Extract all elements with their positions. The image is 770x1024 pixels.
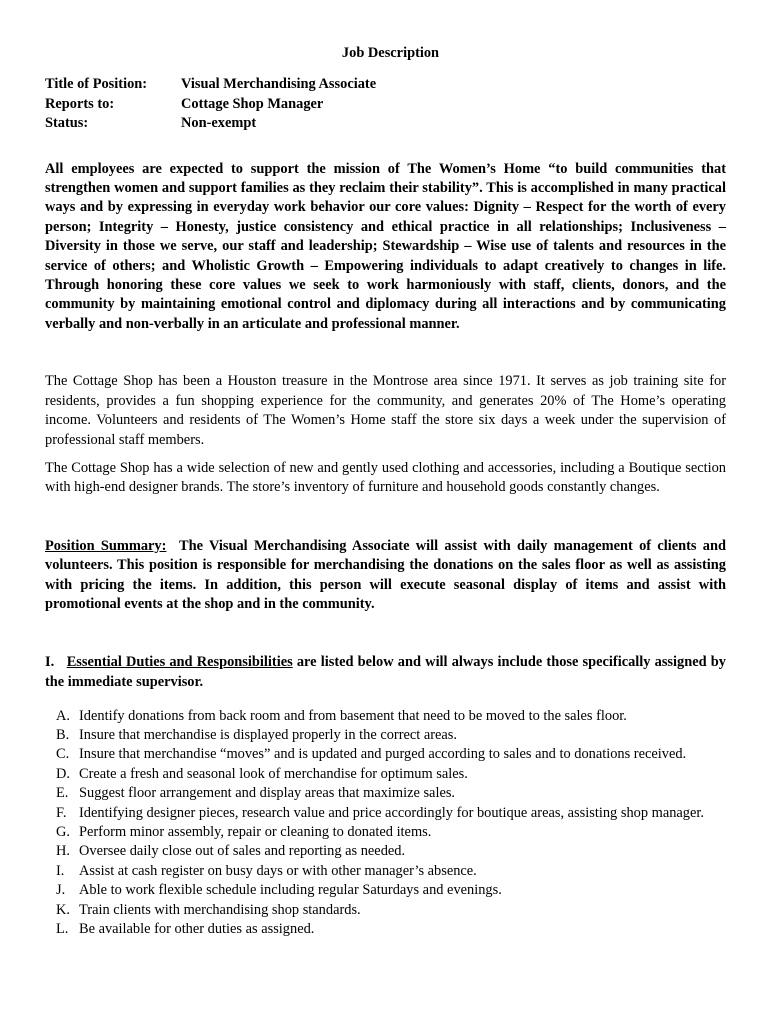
position-summary-label: Position Summary:: [45, 537, 167, 554]
list-item-letter: F.: [56, 804, 67, 821]
list-item-text: Assist at cash register on busy days or with other manager’s absence.: [79, 862, 477, 879]
list-item: [45, 881, 726, 900]
meta-row-title: [45, 75, 726, 94]
document-title: Job Description: [341, 45, 440, 61]
list-item-text: Create a fresh and seasonal look of merchandise for optimum sales.: [79, 765, 468, 782]
list-item: [45, 901, 726, 920]
meta-value: Cottage Shop Manager: [181, 95, 324, 112]
list-item: [45, 842, 726, 861]
list-item-letter: A.: [56, 707, 70, 724]
list-item: [45, 784, 726, 803]
list-item-letter: B.: [56, 726, 70, 743]
meta-value: Non-exempt: [181, 115, 257, 132]
list-item-letter: J.: [56, 882, 66, 899]
cottage-shop-paragraph-2: The Cottage Shop has a wide selection of new and gently used clothing and accessories, including a Boutique section with high-end designer brands. The store’s inventory of furniture and household goods constantly changes.: [45, 459, 726, 496]
list-item-letter: E.: [56, 785, 69, 802]
list-item-letter: G.: [56, 823, 70, 840]
mission-statement: All employees are expected to support the mission of The Women’s Home “to build communities that strengthen women and support families as they reclaim their stability”. This is accomplished in many practical ways and by expressing in everyday work behavior our core values: Dignity – Respect for the worth of every person; Integrity – Honesty, justice consistency and ethical practice in all relationships; Inclusiveness – Diversity in those we serve, our staff and leadership; Stewardship – Wise use of talents and resources in the service of others; and Wholistic Growth – Empowering individuals to adapt creatively to changes in life. Through honoring these core values we seek to work harmoniously with staff, clients, donors, and the community by maintaining emotional control and diplomacy during all interactions and by communicating verbally and non-verbally in an articulate and professional manner.: [45, 160, 726, 332]
list-item-letter: L.: [56, 921, 69, 938]
list-item-text: Insure that merchandise is displayed properly in the correct areas.: [79, 726, 458, 743]
position-summary-text: The Visual Merchandising Associate will assist with daily management of clients and volunteers. This position is responsible for merchandising the donations on the sales floor as well as assisting with pricing the items. In addition, this person will execute seasonal display of items and assist with promotional events at the shop and in the community.: [45, 537, 726, 612]
duties-list: [45, 707, 726, 940]
list-item: [45, 862, 726, 881]
list-item: [45, 823, 726, 842]
list-item-letter: D.: [56, 765, 70, 782]
list-item: [45, 765, 726, 784]
list-item-text: Identifying designer pieces, research value and price accordingly for boutique areas, assisting shop manager.: [79, 804, 704, 821]
meta-row-reports-to: [45, 95, 726, 114]
list-item-text: Be available for other duties as assigned.: [79, 921, 315, 938]
list-item: [45, 707, 726, 726]
meta-label: Title of Position:: [45, 76, 148, 93]
position-meta: [45, 75, 726, 133]
list-item-text: Able to work flexible schedule including regular Saturdays and evenings.: [79, 882, 502, 899]
list-item-text: Identify donations from back room and from basement that need to be moved to the sales floor.: [79, 707, 627, 724]
meta-label: Reports to:: [45, 95, 115, 112]
meta-row-status: [45, 114, 726, 133]
duties-numeral: I.: [45, 654, 55, 671]
list-item-text: Perform minor assembly, repair or cleaning to donated items.: [79, 823, 432, 840]
duties-heading: [45, 653, 726, 692]
list-item: [45, 804, 726, 823]
list-item: [45, 745, 726, 764]
list-item-text: Insure that merchandise “moves” and is updated and purged according to sales and to donations received.: [79, 746, 687, 763]
meta-label: Status:: [45, 115, 89, 132]
list-item-letter: H.: [56, 843, 70, 860]
cottage-shop-paragraph-1: The Cottage Shop has been a Houston treasure in the Montrose area since 1971. It serves as job training site for residents, provides a fun shopping experience for the community, and generates 20% of The Home’s operating income. Volunteers and residents of The Women’s Home staff the store six days a week under the supervision of professional staff members.: [45, 373, 726, 448]
duties-heading-title: Essential Duties and Responsibilities: [66, 654, 293, 671]
list-item-text: Suggest floor arrangement and display areas that maximize sales.: [79, 785, 456, 802]
list-item: [45, 920, 726, 939]
position-summary: [45, 537, 726, 615]
list-item-letter: C.: [56, 746, 70, 763]
meta-value: Visual Merchandising Associate: [181, 76, 377, 93]
list-item: [45, 726, 726, 745]
document-page: [45, 44, 726, 939]
list-item-text: Train clients with merchandising shop standards.: [79, 901, 361, 918]
list-item-text: Oversee daily close out of sales and reporting as needed.: [79, 843, 406, 860]
list-item-letter: I.: [56, 862, 65, 879]
duties-heading-rest: are listed below and will always include those specifically assigned by the immediate supervisor.: [45, 654, 726, 690]
list-item-letter: K.: [56, 901, 70, 918]
